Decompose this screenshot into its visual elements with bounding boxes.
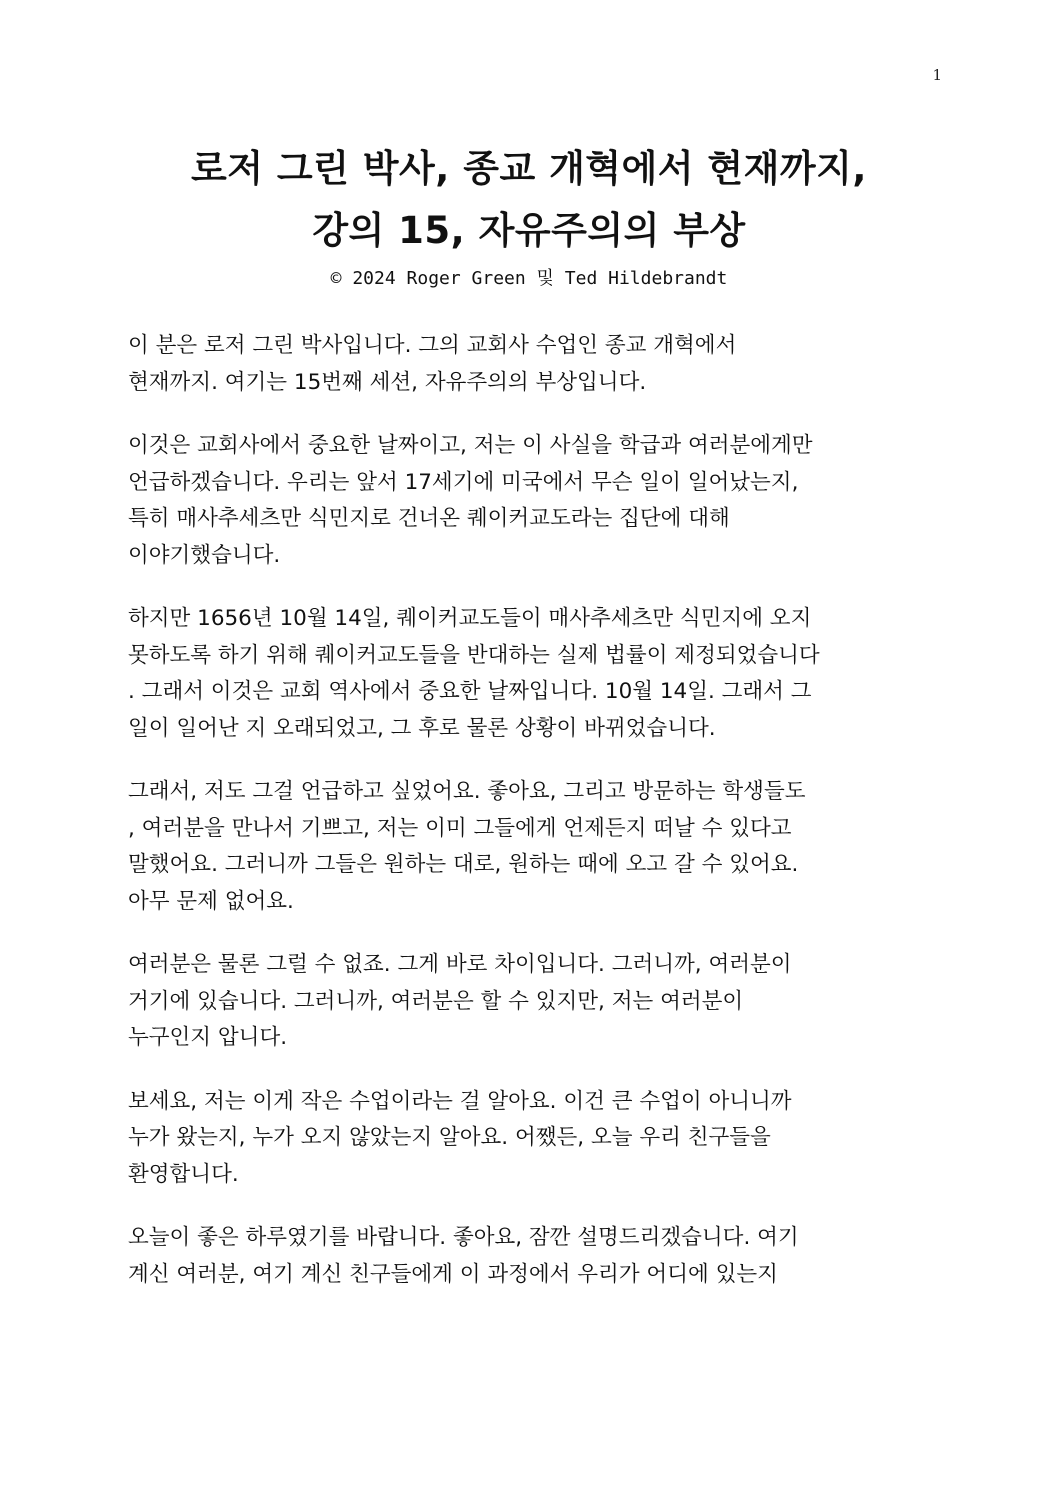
- text-line: 환영합니다.: [128, 1161, 239, 1187]
- text-line: 말했어요. 그러니까 그들은 원하는 대로, 원하는 때에 오고 갈 수 있어요.: [128, 852, 799, 877]
- text-line: , 여러분을 만나서 기쁘고, 저는 이미 그들에게 언제든지 떠날 수 있다고: [128, 815, 792, 841]
- document-body: [128, 328, 928, 1320]
- title-line-2: 강의 15, 자유주의의 부상: [312, 209, 746, 252]
- text-line: 아무 문제 없어요.: [128, 888, 294, 914]
- text-line: 이야기했습니다.: [128, 542, 281, 568]
- paragraph: [128, 1084, 928, 1194]
- text-line: 특히 매사추세츠만 식민지로 건너온 퀘이커교도라는 집단에 대해: [128, 506, 730, 531]
- text-line: 현재까지. 여기는 15번째 세션, 자유주의의 부상입니다.: [128, 369, 647, 395]
- text-line: 거기에 있습니다. 그러니까, 여러분은 할 수 있지만, 저는 여러분이: [128, 988, 744, 1014]
- page-number: 1: [932, 66, 942, 84]
- paragraph: [128, 428, 928, 574]
- text-line: 계신 여러분, 여기 계신 친구들에게 이 과정에서 우리가 어디에 있는지: [128, 1261, 778, 1287]
- text-line: . 그래서 이것은 교회 역사에서 중요한 날짜입니다. 10월 14일. 그래서 그: [128, 679, 812, 704]
- copyright-byline: © 2024 Roger Green 및 Ted Hildebrandt: [330, 268, 728, 289]
- text-line: 하지만 1656년 10월 14일, 퀘이커교도들이 매사추세츠만 식민지에 오지: [128, 606, 812, 631]
- paragraph: [128, 601, 928, 747]
- text-line: 이것은 교회사에서 중요한 날짜이고, 저는 이 사실을 학급과 여러분에게만: [128, 433, 813, 458]
- paragraph: [128, 947, 928, 1057]
- text-line: 언급하겠습니다. 우리는 앞서 17세기에 미국에서 무슨 일이 일어났는지,: [128, 469, 799, 495]
- text-line: 누구인지 압니다.: [128, 1025, 288, 1050]
- title-line-1: 로저 그린 박사, 종교 개혁에서 현재까지,: [191, 147, 867, 190]
- paragraph: [128, 1220, 928, 1293]
- text-line: 그래서, 저도 그걸 언급하고 싶었어요. 좋아요, 그리고 방문하는 학생들도: [128, 779, 806, 804]
- text-line: 이 분은 로저 그린 박사입니다. 그의 교회사 수업인 종교 개혁에서: [128, 333, 737, 358]
- paragraph: [128, 774, 928, 920]
- text-line: 보세요, 저는 이게 작은 수업이라는 걸 알아요. 이건 큰 수업이 아니니까: [128, 1088, 792, 1114]
- text-line: 일이 일어난 지 오래되었고, 그 후로 물론 상황이 바뀌었습니다.: [128, 715, 716, 741]
- paragraph: [128, 328, 928, 401]
- text-line: 오늘이 좋은 하루였기를 바랍니다. 좋아요, 잠깐 설명드리겠습니다. 여기: [128, 1225, 799, 1250]
- document-title: [80, 138, 978, 262]
- text-line: 못하도록 하기 위해 퀘이커교도들을 반대하는 실제 법률이 제정되었습니다: [128, 642, 820, 668]
- text-line: 여러분은 물론 그럴 수 없죠. 그게 바로 차이입니다. 그러니까, 여러분이: [128, 952, 792, 977]
- text-line: 누가 왔는지, 누가 오지 않았는지 알아요. 어쨌든, 오늘 우리 친구들을: [128, 1125, 771, 1150]
